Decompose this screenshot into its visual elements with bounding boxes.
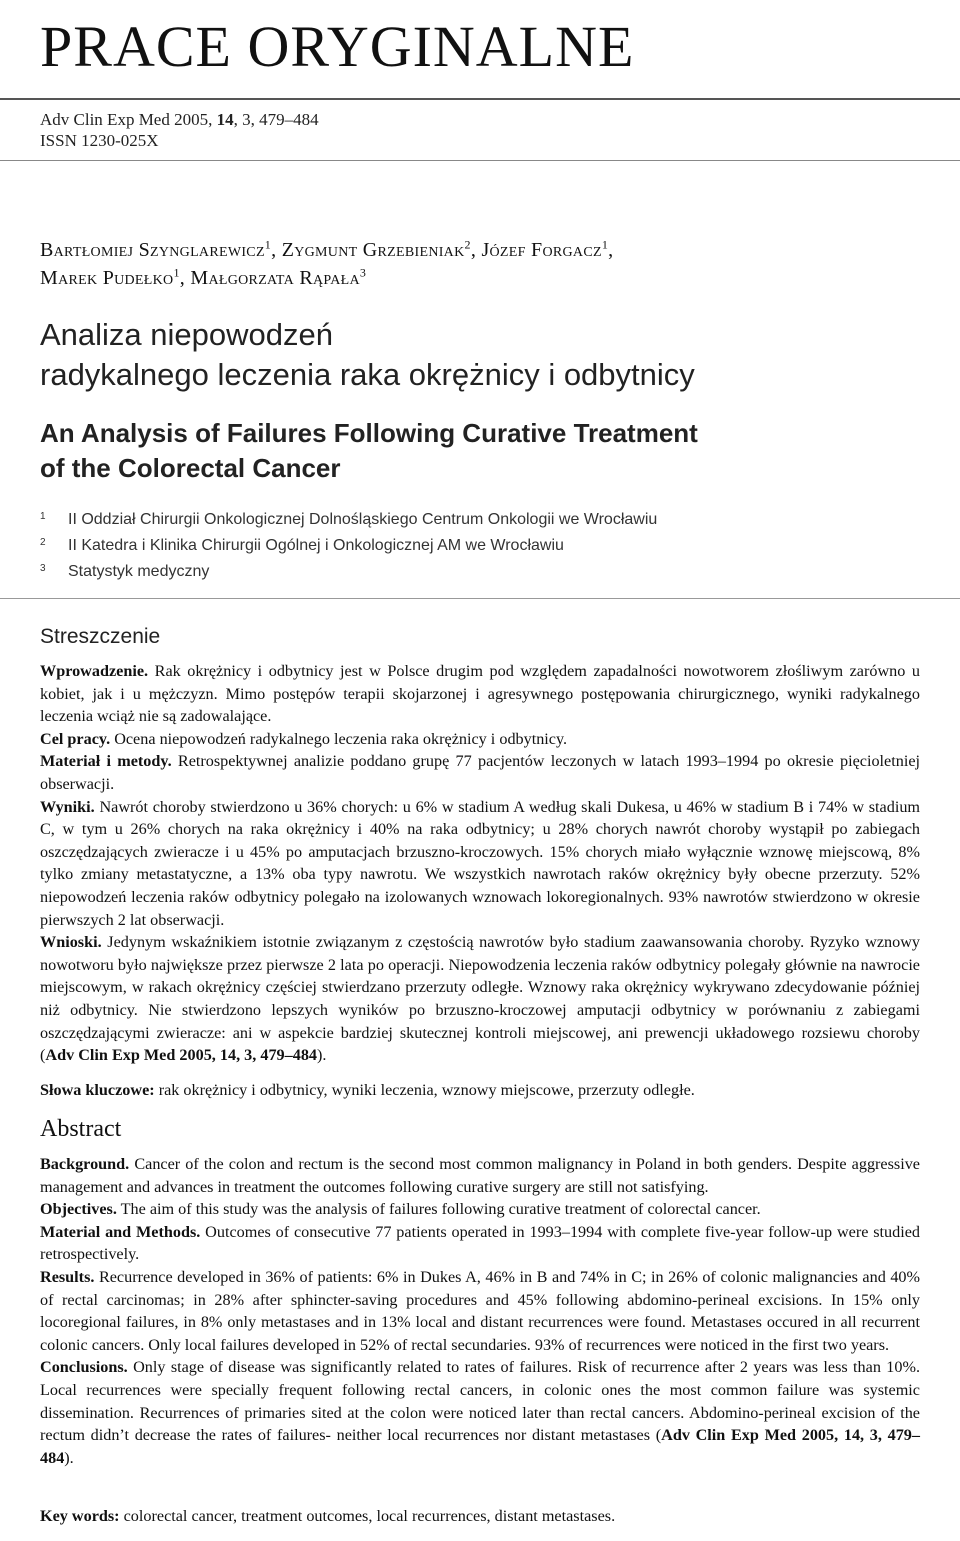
abstract-paragraph: Objectives. The aim of this study was the analysis of failures following curative treatment of colorectal cancer. <box>40 1200 761 1219</box>
author-name: Marek Pudełko <box>40 267 174 289</box>
affiliation-item: $^3$ Statystyk medyczny <box>40 563 210 580</box>
author-affiliation-mark: 2 <box>464 237 471 252</box>
abstract-paragraph: Conclusions. Only stage of disease was significantly related to rates of failures. Risk of recurrence after 2 years was less than 10%. Local recurrences were specially frequent following rectal cancers, in colonic ones the most common failure was systemic dissemination. Recurrences of primaries sited at the colon were noticed later than rectal cancers. Abdomino-perineal excision of the rectum didn’t decrease the rates of failures- neither local recurrences nor distant metastases (Adv Clin Exp Med 2005, 14, 3, 479–484). <box>40 1358 920 1467</box>
abstract-body <box>40 1153 920 1469</box>
author-name: Bartłomiej Szynglarewicz <box>40 239 265 261</box>
issn-line: ISSN 1230-025X <box>40 131 159 150</box>
polish-keywords: Słowa kluczowe: rak okrężnicy i odbytnicy, wyniki leczenia, wznowy miejscowe, przerzuty odległe. <box>40 1081 695 1099</box>
article-title-english: An Analysis of Failures Following Curative Treatment of the Colorectal Cancer <box>40 418 698 483</box>
author-name: Józef Forgacz <box>481 239 602 261</box>
citation: Adv Clin Exp Med 2005, 14, 3, 479–484 <box>40 1426 920 1467</box>
author-name: Małgorzata Rąpała <box>190 267 360 289</box>
author-line-2: Marek Pudełko$^1$, Małgorzata Rąpała$^3$ <box>40 265 367 289</box>
streszczenie-paragraph: Cel pracy. Ocena niepowodzeń radykalnego leczenia raka okrężnicy i odbytnicy. <box>40 729 568 748</box>
abstract-paragraph: Background. Cancer of the colon and rectum is the second most common malignancy in Poland in both genders. Despite aggressive management and advances in treatment the outcomes following curative surgery are still not satisfying. <box>40 1155 920 1196</box>
streszczenie-paragraph: Wyniki. Nawrót choroby stwierdzono u 36% chorych: u 6% w stadium A według skali Dukesa, u 46% w stadium B i 74% w stadium C, w tym u 26% chorych na raka okrężnicy i 40% na raka odbytnicy; u 28% chorych nawrót choroby wystąpił po zabiegach oszczędzających zwieracze i u 45% po amputacjach brzuszno-kroczowych. 15% chorych miało wyłącznie wznowę miejscową, 8% tylko zmiany metastatyczne, a 13% oba typy nawrotu. We wszystkich nawrotach raków okrężnicy były obecne przerzuty. 52% niepowodzeń leczenia raków odbytnicy polegało na izolowanych wznowach lokoregionalnych. 93% nawrotów stwierdzono w okresie pierwszych 2 lat obserwacji. <box>40 797 920 929</box>
article-title-polish: Analiza niepowodzeń radykalnego leczenia raka okrężnicy i odbytnicy <box>40 317 695 392</box>
affiliation-item: $^1$ II Oddział Chirurgii Onkologicznej Dolnośląskiego Centrum Onkologii we Wrocławiu <box>40 511 658 528</box>
streszczenie-paragraph: Wnioski. Jedynym wskaźnikiem istotnie związanym z częstością nawrotów było stadium zaawansowania choroby. Ryzyko wznowy nowotworu było największe przez pierwsze 2 lata po operacji. Niepowodzenia leczenia raków odbytnicy polegały głównie na nawrocie miejscowym, w rakach okrężnicy częściej stwierdzano przerzuty odległe. Wznowy raka okrężnicy wykrywano zdecydowanie później niż odbytnicy. Nie stwierdzono lepszych wyników po brzuszno-kroczowej amputacji odbytnicy w porównaniu z zabiegami oszczędzającymi zwieracze: ani w aspekcie bardziej skutecznej kontroli miejscowej, ani prewencji układowego rozsiewu choroby (Adv Clin Exp Med 2005, 14, 3, 479–484). <box>40 933 920 1065</box>
author-affiliation-mark: 1 <box>601 237 609 252</box>
author-affiliation-mark: 1 <box>173 265 180 280</box>
abstract-paragraph: Material and Methods. Outcomes of consecutive 77 patients operated in 1993–1994 with complete five-year follow-up were studied retrospectively. <box>40 1222 921 1264</box>
streszczenie-paragraph: Materiał i metody. Retrospektywnej analizie poddano grupę 77 pacjentów leczonych w latach 1993–1994 po okresie pięcioletniej obserwacji. <box>40 752 920 793</box>
header-rule <box>0 98 960 100</box>
page-header <box>0 0 960 100</box>
author-line-1: Bartłomiej Szynglarewicz$^1$, Zygmunt Grzebieniak$^2$, Józef Forgacz$^1$, <box>40 237 614 261</box>
streszczenie-heading: Streszczenie <box>40 625 161 648</box>
citation: Adv Clin Exp Med 2005, 14, 3, 479–484 <box>45 1046 318 1065</box>
author-affiliation-mark: 3 <box>359 265 367 280</box>
section-banner: PRACE ORYGINALNE <box>40 14 635 79</box>
english-keywords: Key words: colorectal cancer, treatment outcomes, local recurrences, distant metastases. <box>40 1507 616 1525</box>
journal-info <box>40 109 319 151</box>
abstract-top-rule <box>0 598 960 599</box>
abstract-paragraph: Results. Recurrence developed in 36% of patients: 6% in Dukes A, 46% in B and 74% in C; in 26% of colonic malignancies and 40% of rectal carcinomas; in 28% after sphincter-saving procedures and 45% following abdomino-perineal excisions. In 15% only locoregional failures, in 8% only metastases and in 13% local and distant recurrences were found. Metastases occured in all recurrent colonic cancers. Only local failures developed in 52% of rectal secundaries. 93% of recurrences were noticed in the first two years. <box>40 1267 920 1354</box>
journal-info-rule <box>0 160 960 161</box>
abstract-heading: Abstract <box>40 1116 122 1142</box>
streszczenie-body <box>40 660 920 1067</box>
affiliation-item: $^2$ II Katedra i Klinika Chirurgii Ogólnej i Onkologicznej AM we Wrocławiu <box>40 537 564 554</box>
author-list <box>40 236 613 292</box>
streszczenie-paragraph: Wprowadzenie. Rak okrężnicy i odbytnicy jest w Polsce drugim pod względem zapadalności nowotworem złośliwym zarówno u kobiet, jak i u mężczyzn. Mimo postępów terapii skojarzonej i agresywnego postępowania chirurgicznego, wyniki radykalnego leczenia wciąż nie są zadowalające. <box>40 662 920 726</box>
author-name: Zygmunt Grzebieniak <box>281 239 465 261</box>
affiliations-list <box>40 505 657 583</box>
journal-citation-line: Adv Clin Exp Med 2005, 14, 3, 479–484 <box>40 110 319 129</box>
author-affiliation-mark: 1 <box>264 237 272 252</box>
